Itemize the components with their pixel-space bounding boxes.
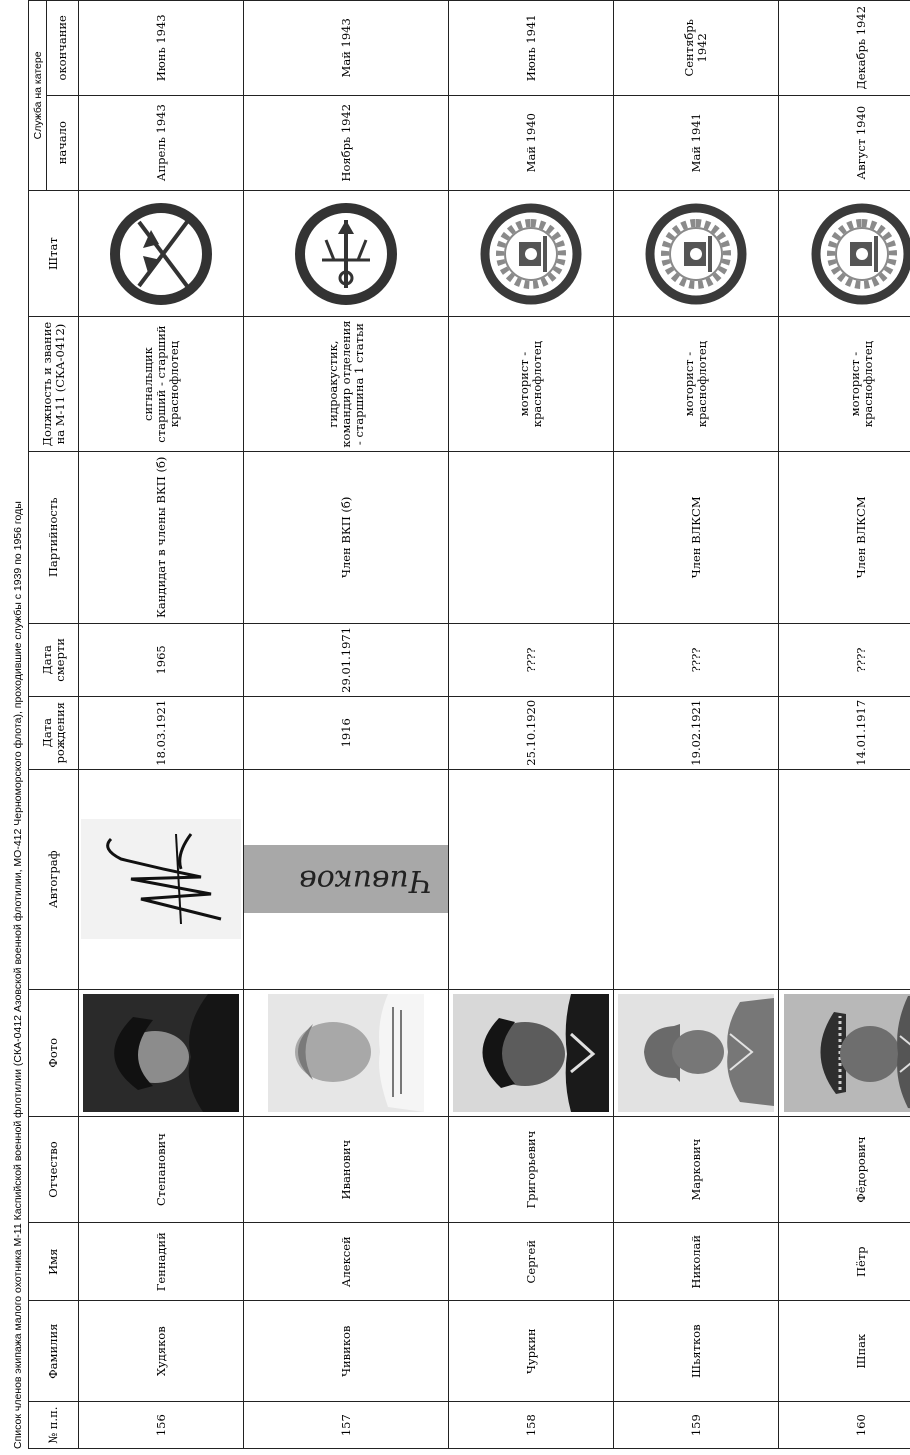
hydroacoustic-badge-icon — [294, 202, 398, 306]
cell-autograph — [79, 769, 244, 989]
cell-birth: 19.02.1921 — [614, 696, 779, 769]
cell-surname: Худяков — [79, 1301, 244, 1402]
cell-end: Июнь 1941 — [449, 1, 614, 96]
table-row — [79, 1, 244, 1449]
header-service: Служба на катере — [29, 1, 47, 191]
cell-name: Алексей — [244, 1223, 449, 1301]
header-num: № п.п. — [29, 1402, 79, 1449]
cell-death: 29.01.1971 — [244, 623, 449, 696]
cell-staff — [779, 190, 910, 317]
cell-patronymic: Григорьевич — [449, 1116, 614, 1223]
autograph-image — [244, 845, 448, 913]
header-name: Имя — [29, 1223, 79, 1301]
cell-num: 156 — [79, 1402, 244, 1449]
table-row — [614, 1, 779, 1449]
header-surname: Фамилия — [29, 1301, 79, 1402]
cell-party: Член ВКП (б) — [244, 451, 449, 623]
portrait-photo — [268, 994, 424, 1112]
cell-start: Май 1940 — [449, 95, 614, 190]
autograph-text: Чивиков — [299, 863, 432, 899]
cell-start: Май 1941 — [614, 95, 779, 190]
header-staff: Штат — [29, 190, 79, 317]
cell-name: Пётр — [779, 1223, 910, 1301]
cell-start: Ноябрь 1942 — [244, 95, 449, 190]
cell-birth: 1916 — [244, 696, 449, 769]
cell-name: Геннадий — [79, 1223, 244, 1301]
table-row — [779, 1, 910, 1449]
cell-party: Член ВЛКСМ — [614, 451, 779, 623]
cell-party — [449, 451, 614, 623]
motorist-badge-icon — [479, 202, 583, 306]
cell-start: Апрель 1943 — [79, 95, 244, 190]
cell-position: моторист - краснофлотец — [614, 317, 779, 451]
cell-party: Член ВЛКСМ — [779, 451, 910, 623]
silhouette-placeholder — [618, 994, 774, 1112]
cell-surname: Чуркин — [449, 1301, 614, 1402]
motorist-badge-icon — [810, 202, 910, 306]
cell-end: Май 1943 — [244, 1, 449, 96]
crew-table — [28, 0, 910, 1449]
header-photo: Фото — [29, 989, 79, 1116]
cell-birth: 25.10.1920 — [449, 696, 614, 769]
portrait-photo — [83, 994, 239, 1112]
cell-staff — [449, 190, 614, 317]
cell-name: Николай — [614, 1223, 779, 1301]
cell-position: моторист - краснофлотец — [779, 317, 910, 451]
cell-photo — [79, 989, 244, 1116]
cell-death: 1965 — [79, 623, 244, 696]
cell-photo — [449, 989, 614, 1116]
motorist-badge-icon — [644, 202, 748, 306]
header-position: Должность и звание на М-11 (СКА-0412) — [29, 317, 79, 451]
cell-death: ???? — [449, 623, 614, 696]
header-patronymic: Отчество — [29, 1116, 79, 1223]
cell-patronymic: Маркович — [614, 1116, 779, 1223]
cell-num: 158 — [449, 1402, 614, 1449]
cell-end: Декабрь 1942 — [779, 1, 910, 96]
portrait-photo — [784, 994, 910, 1112]
cell-start: Август 1940 — [779, 95, 910, 190]
cell-position: гидроакустик, командир отделения - старшина 1 статьи — [244, 317, 449, 451]
cell-surname: Шьятков — [614, 1301, 779, 1402]
cell-death: ???? — [614, 623, 779, 696]
cell-staff — [614, 190, 779, 317]
header-birth: Дата рождения — [29, 696, 79, 769]
cell-position: сигнальщик старший - старший краснофлотец — [79, 317, 244, 451]
cell-party: Кандидат в члены ВКП (б) — [79, 451, 244, 623]
cell-photo — [614, 989, 779, 1116]
header-party: Партийность — [29, 451, 79, 623]
header-autograph: Автограф — [29, 769, 79, 989]
cell-staff — [244, 190, 449, 317]
signalman-badge-icon — [109, 202, 213, 306]
cell-birth: 18.03.1921 — [79, 696, 244, 769]
cell-autograph — [244, 769, 449, 989]
cell-name: Сергей — [449, 1223, 614, 1301]
portrait-photo — [453, 994, 609, 1112]
cell-autograph — [449, 769, 614, 989]
cell-patronymic: Иванович — [244, 1116, 449, 1223]
cell-photo — [244, 989, 449, 1116]
page-title: Список членов экипажа малого охотника М-11 Каспийской военной флотилии (СКА-0412 Азовской военной флотилии, МО-412 Черноморского флота), проходившие службы с 1939 по 1956 годы — [12, 501, 24, 1449]
header-end: окончание — [47, 1, 79, 96]
cell-autograph — [614, 769, 779, 989]
table-row — [449, 1, 614, 1449]
cell-end: Сентябрь 1942 — [614, 1, 779, 96]
cell-surname: Шпак — [779, 1301, 910, 1402]
cell-patronymic: Степанович — [79, 1116, 244, 1223]
cell-position: моторист - краснофлотец — [449, 317, 614, 451]
cell-photo — [779, 989, 910, 1116]
cell-end: Июнь 1943 — [79, 1, 244, 96]
table-row — [244, 1, 449, 1449]
cell-death: ???? — [779, 623, 910, 696]
cell-staff — [79, 190, 244, 317]
header-death: Дата смерти — [29, 623, 79, 696]
cell-patronymic: Фёдорович — [779, 1116, 910, 1223]
autograph-image — [81, 819, 241, 939]
cell-num: 160 — [779, 1402, 910, 1449]
cell-surname: Чивиков — [244, 1301, 449, 1402]
cell-birth: 14.01.1917 — [779, 696, 910, 769]
cell-autograph — [779, 769, 910, 989]
cell-num: 157 — [244, 1402, 449, 1449]
cell-num: 159 — [614, 1402, 779, 1449]
header-start: начало — [47, 95, 79, 190]
